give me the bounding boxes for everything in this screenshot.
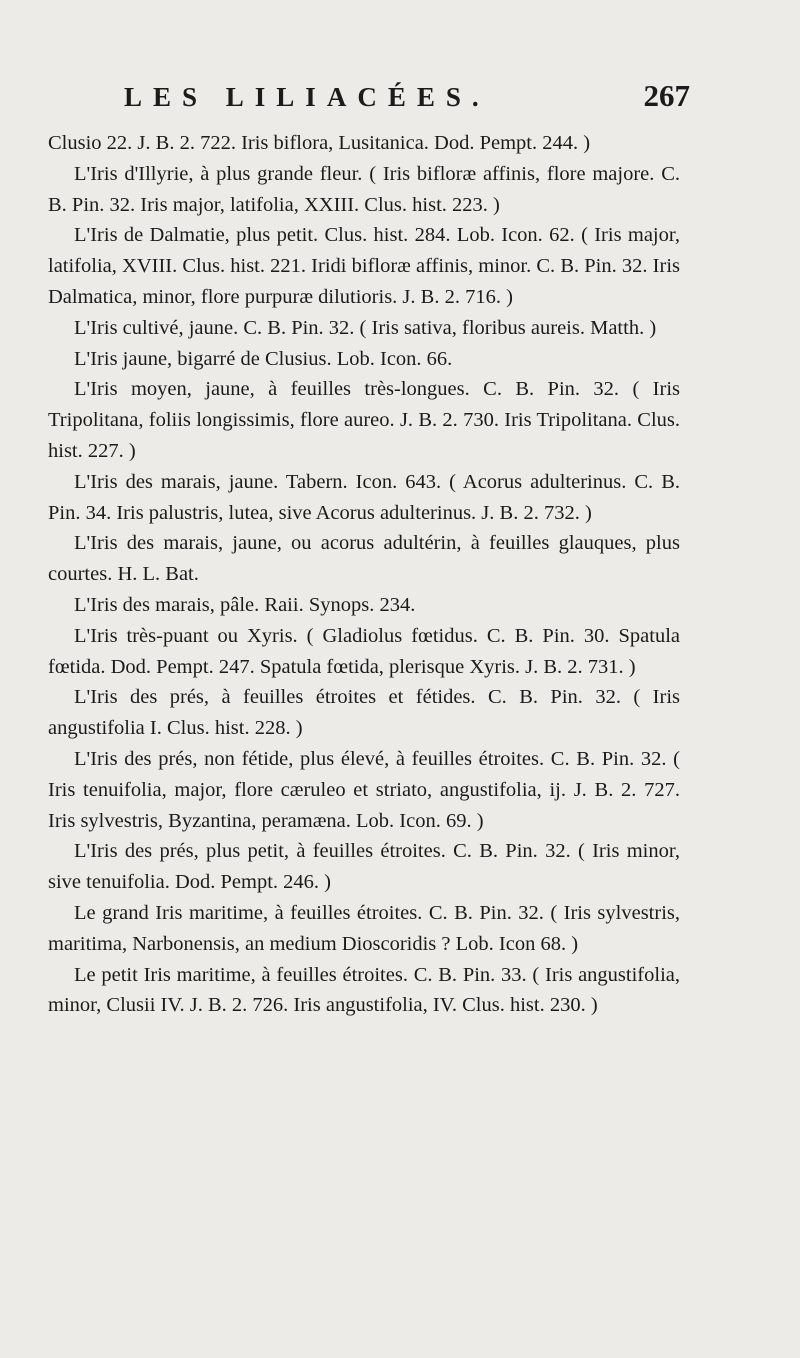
page-header — [124, 78, 690, 126]
running-title: LES LILIACÉES. — [124, 82, 490, 112]
entry-iris-tres-puant: L'Iris très-puant ou Xyris. ( Gladiolus fœtidus. C. B. Pin. 30. Spatula fœtida. Dod. Pempt. 247. Spatula fœtida, plerisque Xyris. J. B. 2. 731. ) — [48, 624, 680, 678]
entry-iris-moyen-jaune: L'Iris moyen, jaune, à feuilles très-longues. C. B. Pin. 32. ( Iris Tripolitana, foliis longissimis, flore aureo. J. B. 2. 730. Iris Tripolitana. Clus. hist. 227. ) — [48, 378, 680, 462]
entry-petit-iris-maritime: Le petit Iris maritime, à feuilles étroites. C. B. Pin. 33. ( Iris angustifolia, minor, Clusii IV. J. B. 2. 726. Iris angustifolia, IV. Clus. hist. 230. ) — [48, 963, 680, 1017]
entry-iris-cultive-jaune: L'Iris cultivé, jaune. C. B. Pin. 32. ( Iris sativa, floribus aureis. Matth. ) — [74, 316, 657, 339]
entry-iris-marais-pale: L'Iris des marais, pâle. Raii. Synops. 234. — [74, 593, 416, 616]
body-text — [48, 128, 680, 1021]
entry-iris-marais-jaune: L'Iris des marais, jaune. Tabern. Icon. 643. ( Acorus adulterinus. C. B. Pin. 34. Iris palustris, lutea, sive Acorus adulterinus. J. B. 2. 732. ) — [48, 470, 680, 524]
entry-grand-iris-maritime: Le grand Iris maritime, à feuilles étroites. C. B. Pin. 32. ( Iris sylvestris, maritima, Narbonensis, an medium Dioscoridis ? Lob. Icon 68. ) — [48, 901, 680, 955]
entry-iris-jaune-bigarre: L'Iris jaune, bigarré de Clusius. Lob. Icon. 66. — [74, 347, 453, 370]
entry-iris-illyrie: L'Iris d'Illyrie, à plus grande fleur. ( Iris bifloræ affinis, flore majore. C. B. Pin. 32. Iris major, latifolia, XXIII. Clus. hist. 223. ) — [48, 162, 680, 216]
entry-iris-marais-glauques: L'Iris des marais, jaune, ou acorus adultérin, à feuilles glauques, plus courtes. H. L. Bat. — [48, 532, 680, 586]
page-number: 267 — [643, 78, 690, 113]
entry-iris-pres-petit: L'Iris des prés, plus petit, à feuilles étroites. C. B. Pin. 32. ( Iris minor, sive tenuifolia. Dod. Pempt. 246. ) — [48, 840, 680, 894]
entry-continuation: Clusio 22. J. B. 2. 722. Iris biflora, Lusitanica. Dod. Pempt. 244. ) — [48, 132, 591, 154]
entry-iris-pres-fetides: L'Iris des prés, à feuilles étroites et fétides. C. B. Pin. 32. ( Iris angustifolia I. Clus. hist. 228. ) — [48, 686, 680, 740]
entry-iris-pres-non-fetide: L'Iris des prés, non fétide, plus élevé, à feuilles étroites. C. B. Pin. 32. ( Iris tenuifolia, major, flore cæruleo et striato, angustifolia, ij. J. B. 2. 727. Iris sylvestris, Byzantina, peramæna. Lob. Icon. 69. ) — [48, 747, 680, 832]
entry-iris-dalmatie: L'Iris de Dalmatie, plus petit. Clus. hist. 284. Lob. Icon. 62. ( Iris major, latifolia, XVIII. Clus. hist. 221. Iridi bifloræ affinis, minor. C. B. Pin. 32. Iris Dalmatica, minor, flore purpuræ dilutioris. J. B. 2. 716. ) — [48, 224, 680, 308]
